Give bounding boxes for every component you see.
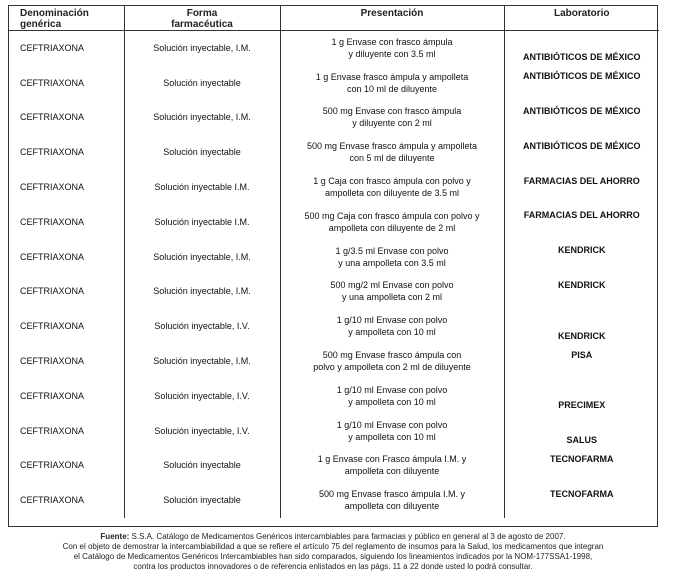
footnote-line-1: S.S.A. Catálogo de Medicamentos Genéricos intercambiables para farmacias y público en general al 3 de agosto de 2007. bbox=[129, 532, 566, 541]
cell-presentacion bbox=[280, 413, 504, 448]
cell-forma: Solución inyectable, I.M. bbox=[124, 100, 280, 135]
table-row bbox=[9, 274, 659, 309]
cell-presentacion bbox=[280, 309, 504, 344]
cell-denominacion: CEFTRIAXONA bbox=[20, 112, 85, 123]
presentacion-line: ampolleta con diluyente de 3.5 ml bbox=[324, 188, 460, 199]
cell-forma: Solución inyectable I.M. bbox=[124, 170, 280, 205]
presentacion-line: 1 g Envase con Frasco ámpula I.M. y bbox=[317, 454, 467, 465]
presentacion-line: 1 g Caja con frasco ámpula con polvo y bbox=[313, 176, 471, 187]
presentacion-line: con 5 ml de diluyente bbox=[349, 153, 435, 164]
presentacion-line: ampolleta con diluyente bbox=[344, 501, 440, 512]
table-row bbox=[9, 309, 659, 344]
cell-presentacion bbox=[280, 378, 504, 413]
presentacion-line: 1 g Envase con frasco ámpula bbox=[331, 37, 453, 48]
presentacion-line: y ampolleta con 10 ml bbox=[348, 396, 436, 407]
table-row bbox=[9, 204, 659, 239]
table-row bbox=[9, 135, 659, 170]
presentacion-line: y ampolleta con 10 ml bbox=[348, 327, 436, 338]
cell-laboratorio: FARMACIAS DEL AHORRO bbox=[504, 204, 659, 239]
cell-laboratorio: ANTIBIÓTICOS DE MÉXICO bbox=[504, 65, 659, 100]
medications-table bbox=[9, 6, 659, 518]
medications-table-frame bbox=[8, 5, 658, 527]
cell-laboratorio: KENDRICK bbox=[504, 239, 659, 274]
cell-denominacion: CEFTRIAXONA bbox=[20, 495, 85, 506]
cell-presentacion bbox=[280, 204, 504, 239]
cell-forma: Solución inyectable bbox=[124, 448, 280, 483]
table-row bbox=[9, 239, 659, 274]
cell-forma: Solución inyectable, I.M. bbox=[124, 274, 280, 309]
cell-presentacion bbox=[280, 170, 504, 205]
footnote-line-4: contra los productos innovadores o de referencia enlistados en las págs. 11 a 22 donde usted lo podrá consultar. bbox=[133, 562, 533, 571]
cell-denominacion: CEFTRIAXONA bbox=[20, 43, 85, 54]
table-row bbox=[9, 448, 659, 483]
cell-denominacion: CEFTRIAXONA bbox=[20, 216, 85, 227]
cell-denominacion: CEFTRIAXONA bbox=[20, 286, 85, 297]
table-row bbox=[9, 378, 659, 413]
presentacion-line: y una ampolleta con 3.5 ml bbox=[338, 257, 446, 268]
table-row bbox=[9, 413, 659, 448]
cell-presentacion bbox=[280, 483, 504, 518]
cell-laboratorio: ANTIBIÓTICOS DE MÉXICO bbox=[504, 100, 659, 135]
table-row bbox=[9, 344, 659, 379]
header-presentacion: Presentación bbox=[280, 6, 504, 31]
footnote-line-3: el Catálogo de Medicamentos Genéricos Intercambiables han sido comparados, siguiendo los lineamientos indicados por la NOM-177SSA1-1998, bbox=[73, 552, 593, 561]
cell-laboratorio: ANTIBIÓTICOS DE MÉXICO bbox=[504, 135, 659, 170]
table-row bbox=[9, 65, 659, 100]
presentacion-line: ampolleta con diluyente de 2 ml bbox=[328, 222, 456, 233]
cell-denominacion: CEFTRIAXONA bbox=[20, 356, 85, 367]
table-header-row bbox=[9, 6, 659, 31]
cell-denominacion: CEFTRIAXONA bbox=[20, 390, 85, 401]
presentacion-line: y una ampolleta con 2 ml bbox=[341, 292, 443, 303]
cell-laboratorio: PISA bbox=[504, 344, 659, 379]
presentacion-line: 500 mg Envase con frasco ámpula bbox=[322, 106, 462, 117]
cell-presentacion bbox=[280, 344, 504, 379]
header-forma: Forma farmacéutica bbox=[124, 6, 280, 31]
cell-presentacion bbox=[280, 135, 504, 170]
header-denominacion: Denominación genérica bbox=[9, 6, 124, 31]
source-footnote bbox=[8, 532, 658, 572]
cell-denominacion: CEFTRIAXONA bbox=[20, 77, 85, 88]
cell-forma: Solución inyectable, I.V. bbox=[124, 413, 280, 448]
cell-laboratorio: PRECIMEX bbox=[504, 378, 659, 413]
cell-laboratorio: SALUS bbox=[504, 413, 659, 448]
presentacion-line: 1 g/10 ml Envase con polvo bbox=[336, 384, 448, 395]
cell-forma: Solución inyectable, I.V. bbox=[124, 309, 280, 344]
presentacion-line: 500 mg Envase frasco ámpula y ampolleta bbox=[306, 141, 478, 152]
cell-forma: Solución inyectable bbox=[124, 65, 280, 100]
presentacion-line: y diluyente con 3.5 ml bbox=[348, 49, 436, 60]
cell-denominacion: CEFTRIAXONA bbox=[20, 460, 85, 471]
presentacion-line: 500 mg Envase frasco ámpula con bbox=[322, 350, 462, 361]
presentacion-line: con 10 ml de diluyente bbox=[346, 83, 438, 94]
cell-denominacion: CEFTRIAXONA bbox=[20, 251, 85, 262]
cell-denominacion: CEFTRIAXONA bbox=[20, 321, 85, 332]
cell-laboratorio: FARMACIAS DEL AHORRO bbox=[504, 170, 659, 205]
presentacion-line: 1 g Envase frasco ámpula y ampolleta bbox=[315, 71, 469, 82]
cell-forma: Solución inyectable, I.V. bbox=[124, 378, 280, 413]
cell-presentacion bbox=[280, 274, 504, 309]
cell-forma: Solución inyectable, I.M. bbox=[124, 31, 280, 66]
cell-laboratorio: KENDRICK bbox=[504, 309, 659, 344]
presentacion-line: 1 g/10 ml Envase con polvo bbox=[336, 419, 448, 430]
presentacion-line: 500 mg Envase frasco ámpula I.M. y bbox=[318, 489, 466, 500]
cell-forma: Solución inyectable, I.M. bbox=[124, 239, 280, 274]
cell-laboratorio: TECNOFARMA bbox=[504, 483, 659, 518]
presentacion-line: 500 mg Caja con frasco ámpula con polvo y bbox=[304, 210, 480, 221]
presentacion-line: ampolleta con diluyente bbox=[344, 466, 440, 477]
footnote-label: Fuente: bbox=[100, 532, 130, 541]
cell-presentacion bbox=[280, 239, 504, 274]
cell-laboratorio: ANTIBIÓTICOS DE MÉXICO bbox=[504, 31, 659, 66]
cell-laboratorio: TECNOFARMA bbox=[504, 448, 659, 483]
presentacion-line: 500 mg/2 ml Envase con polvo bbox=[330, 280, 454, 291]
cell-presentacion bbox=[280, 100, 504, 135]
cell-forma: Solución inyectable I.M. bbox=[124, 204, 280, 239]
cell-presentacion bbox=[280, 65, 504, 100]
presentacion-line: 1 g/3.5 ml Envase con polvo bbox=[335, 245, 449, 256]
table-row bbox=[9, 483, 659, 518]
presentacion-line: polvo y ampolleta con 2 ml de diluyente bbox=[313, 362, 471, 373]
cell-forma: Solución inyectable bbox=[124, 483, 280, 518]
cell-denominacion: CEFTRIAXONA bbox=[20, 425, 85, 436]
cell-forma: Solución inyectable bbox=[124, 135, 280, 170]
cell-forma: Solución inyectable, I.M. bbox=[124, 344, 280, 379]
presentacion-line: y diluyente con 2 ml bbox=[352, 118, 432, 129]
cell-presentacion bbox=[280, 31, 504, 66]
presentacion-line: y ampolleta con 10 ml bbox=[348, 431, 436, 442]
cell-laboratorio: KENDRICK bbox=[504, 274, 659, 309]
footnote-line-2: Con el objeto de demostrar la intercambiabilidad a que se refiere el artículo 75 del reglamento de insumos para la Salud, los medicamentos que integran bbox=[62, 542, 604, 551]
cell-denominacion: CEFTRIAXONA bbox=[20, 147, 85, 158]
cell-presentacion bbox=[280, 448, 504, 483]
presentacion-line: 1 g/10 ml Envase con polvo bbox=[336, 315, 448, 326]
cell-denominacion: CEFTRIAXONA bbox=[20, 182, 85, 193]
table-row bbox=[9, 100, 659, 135]
header-laboratorio: Laboratorio bbox=[504, 6, 659, 31]
table-row bbox=[9, 31, 659, 66]
table-row bbox=[9, 170, 659, 205]
